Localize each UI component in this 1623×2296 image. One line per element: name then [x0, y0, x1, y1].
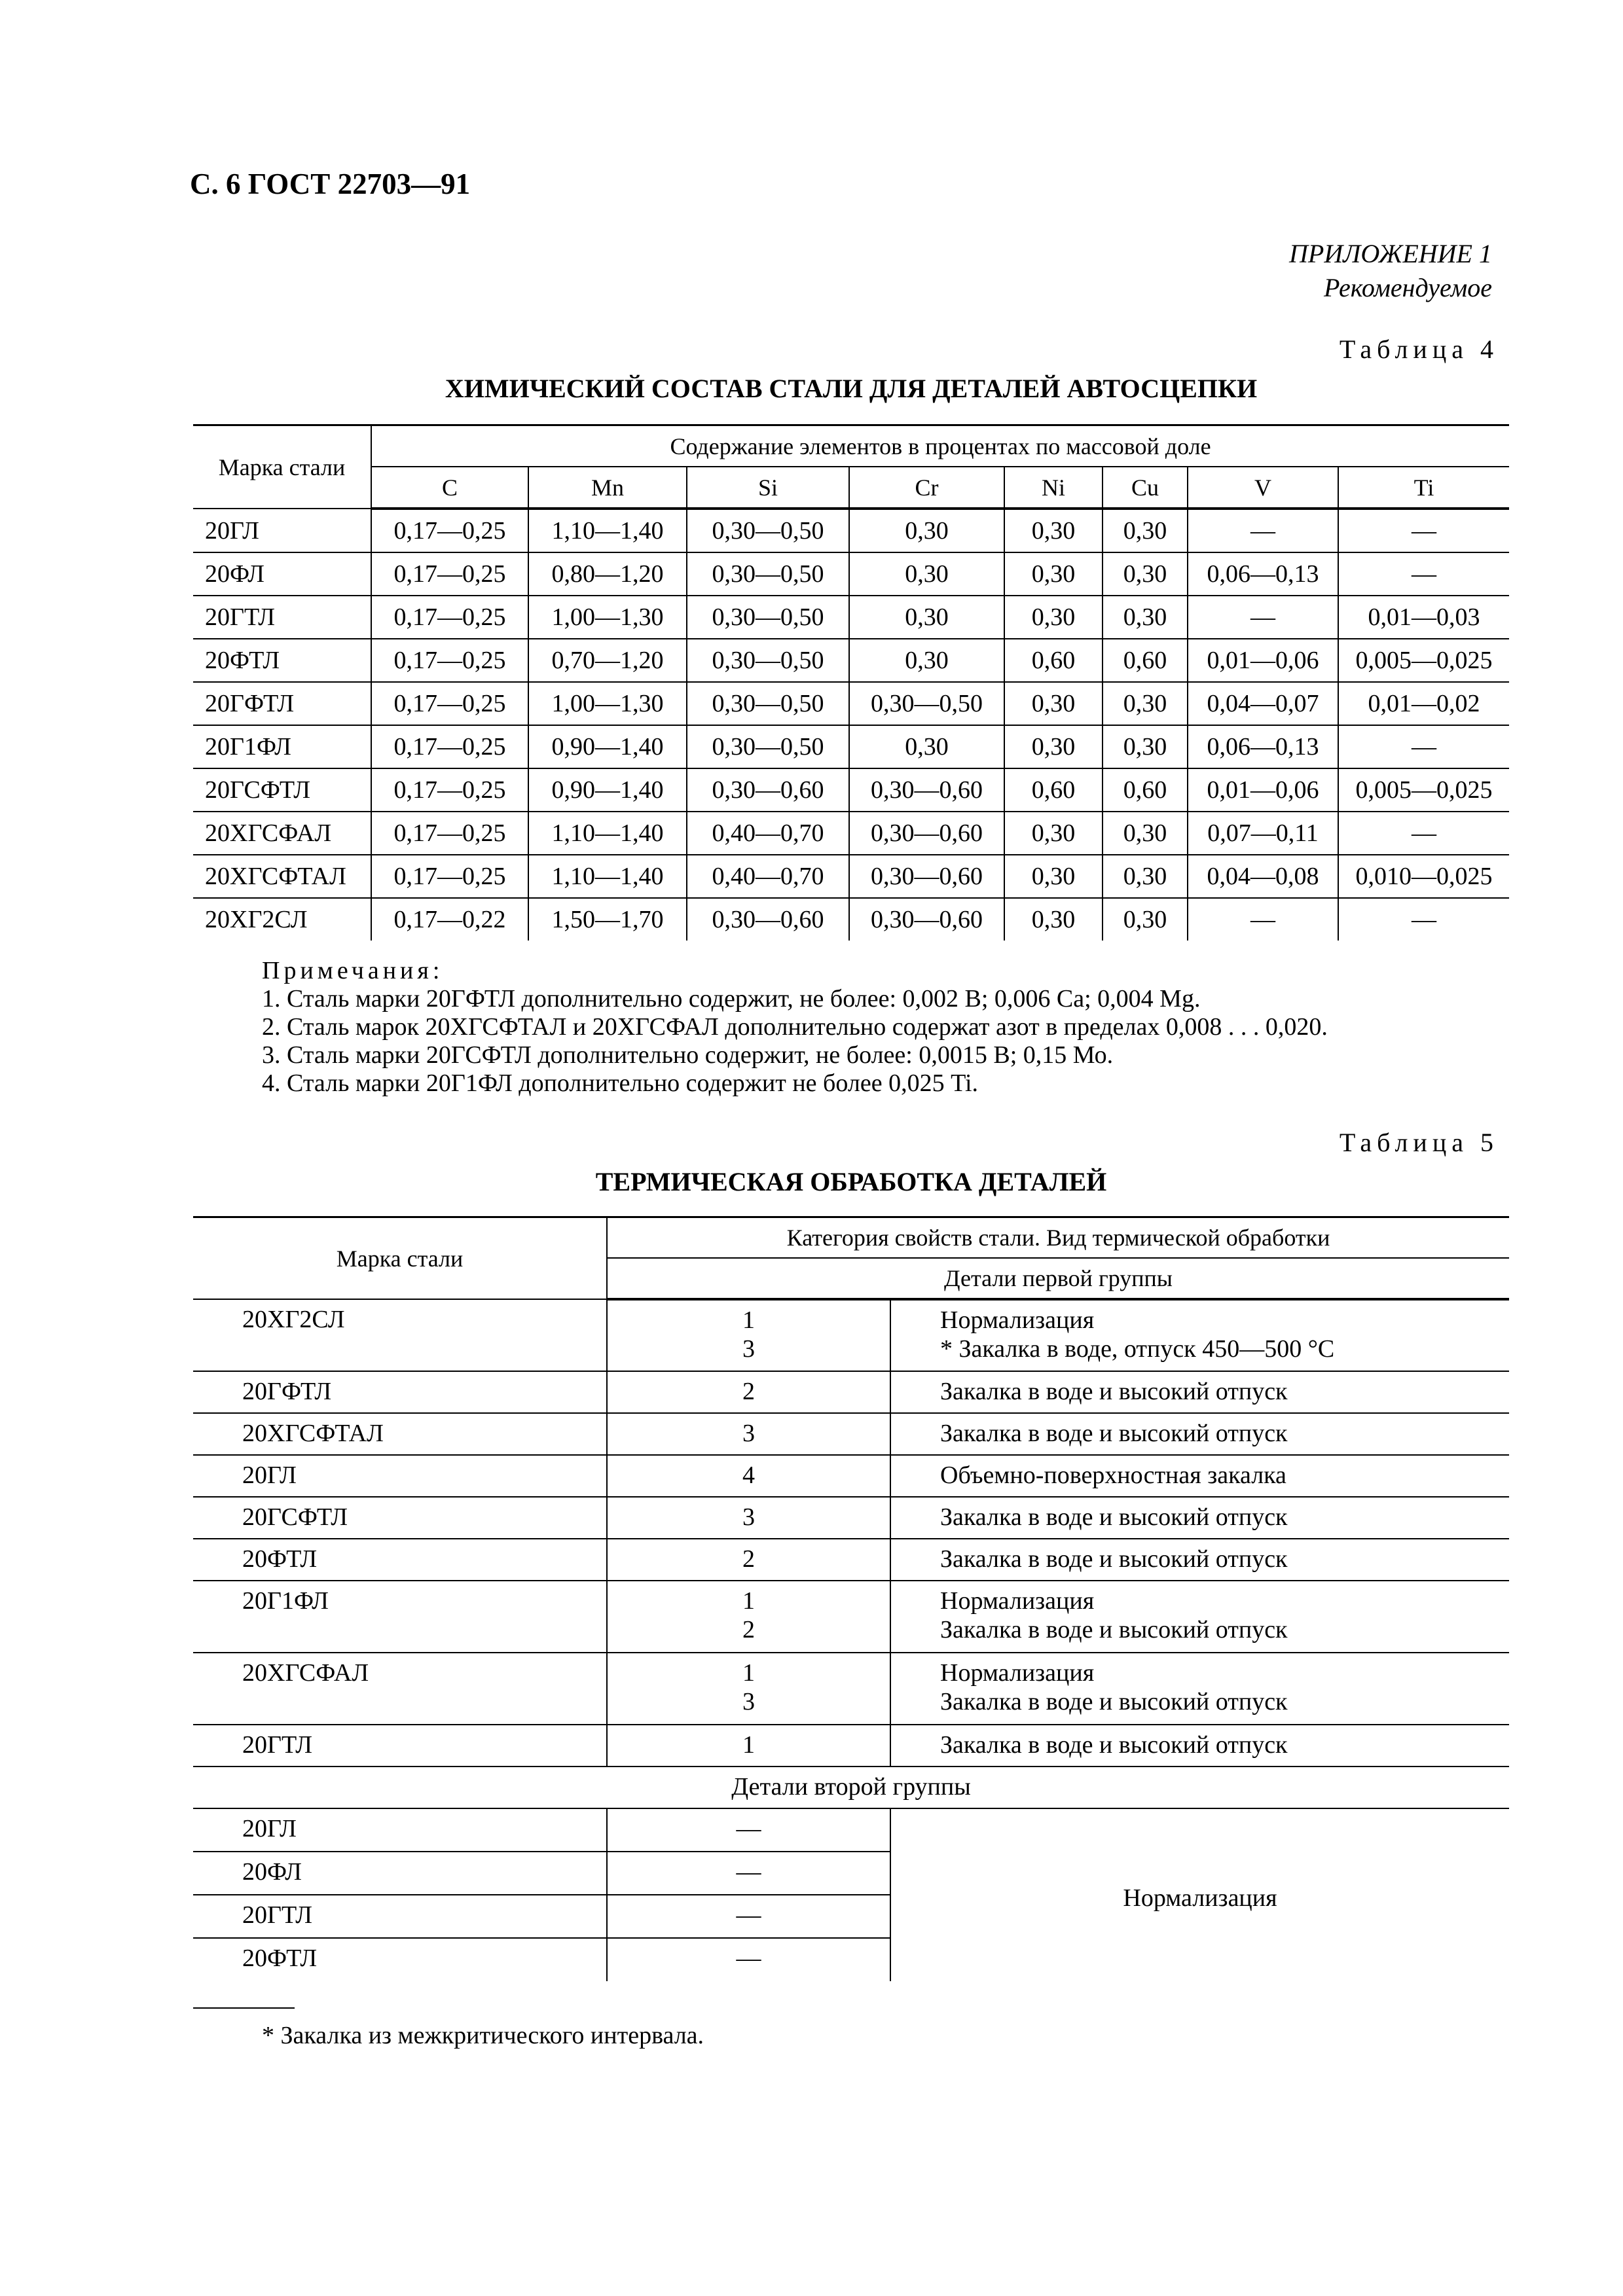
- treatment-value: Нормализация: [940, 1587, 1095, 1615]
- element-value-cell: —: [1338, 509, 1509, 552]
- table-row: [193, 1299, 1509, 1371]
- treatment-value: Закалка в воде и высокий отпуск: [940, 1420, 1288, 1447]
- steel-grade-cell: 20ГТЛ: [193, 1895, 607, 1938]
- element-value-cell: 0,30—0,60: [849, 855, 1004, 898]
- steel-grade-cell: 20ФЛ: [193, 552, 371, 596]
- element-value-cell: 0,30—0,60: [849, 768, 1004, 812]
- steel-grade-cell: 20ГФТЛ: [193, 682, 371, 725]
- annex-title: ПРИЛОЖЕНИЕ 1: [1289, 239, 1492, 268]
- table-row: [193, 596, 1509, 639]
- element-value-cell: 0,30: [1004, 509, 1103, 552]
- category-group-header: Категория свойств стали. Вид термической обработки: [607, 1217, 1509, 1259]
- element-value-cell: 0,30: [849, 509, 1004, 552]
- table5-label: Таблица 5: [1339, 1128, 1499, 1157]
- note-item: 4. Сталь марки 20Г1ФЛ дополнительно содержит не более 0,025 Ti.: [262, 1069, 979, 1097]
- table-row: [193, 1413, 1509, 1455]
- element-value-cell: 0,06—0,13: [1188, 552, 1338, 596]
- table-row: [193, 1455, 1509, 1497]
- category-cell: [607, 1653, 890, 1725]
- steel-grade-cell: 20ФЛ: [193, 1852, 607, 1895]
- element-value-cell: 0,40—0,70: [687, 855, 849, 898]
- element-value-cell: 0,17—0,25: [371, 768, 528, 812]
- element-value-cell: 0,40—0,70: [687, 812, 849, 855]
- steel-grade-cell: 20Г1ФЛ: [193, 1581, 607, 1653]
- element-value-cell: 0,005—0,025: [1338, 639, 1509, 682]
- element-value-cell: 0,01—0,02: [1338, 682, 1509, 725]
- element-header: Cr: [849, 467, 1004, 509]
- table4-title: ХИМИЧЕСКИЙ СОСТАВ СТАЛИ ДЛЯ ДЕТАЛЕЙ АВТОСЦЕПКИ: [445, 374, 1258, 403]
- element-value-cell: 0,60: [1103, 639, 1188, 682]
- elements-group-header: Содержание элементов в процентах по массовой доле: [371, 425, 1509, 467]
- category-value: 4: [742, 1462, 755, 1489]
- table-row: [193, 1539, 1509, 1581]
- element-value-cell: 0,30: [1103, 855, 1188, 898]
- table-row: [193, 898, 1509, 941]
- element-header: Ni: [1004, 467, 1103, 509]
- annex-status: Рекомендуемое: [1323, 273, 1492, 302]
- table-row: [193, 855, 1509, 898]
- element-value-cell: 0,30—0,60: [849, 812, 1004, 855]
- element-value-cell: 0,04—0,07: [1188, 682, 1338, 725]
- steel-grade-cell: 20ФТЛ: [193, 1938, 607, 1981]
- element-value-cell: 0,010—0,025: [1338, 855, 1509, 898]
- treatment-value: Нормализация: [940, 1659, 1095, 1687]
- treatment-cell: [890, 1371, 1509, 1413]
- element-header: V: [1188, 467, 1338, 509]
- table-row: [193, 1581, 1509, 1653]
- element-value-cell: 1,00—1,30: [528, 682, 687, 725]
- element-value-cell: 0,30: [849, 552, 1004, 596]
- element-value-cell: 0,06—0,13: [1188, 725, 1338, 768]
- element-value-cell: —: [1338, 725, 1509, 768]
- steel-grade-cell: 20ХГСФТАЛ: [193, 1413, 607, 1455]
- note-item: 1. Сталь марки 20ГФТЛ дополнительно содержит, не более: 0,002 В; 0,006 Ca; 0,004 Mg.: [262, 985, 1201, 1013]
- treatment-cell: [890, 1653, 1509, 1725]
- element-value-cell: 1,50—1,70: [528, 898, 687, 941]
- treatment-value: Объемно-поверхностная закалка: [940, 1462, 1286, 1489]
- element-value-cell: 0,17—0,25: [371, 812, 528, 855]
- element-value-cell: 0,30—0,50: [849, 682, 1004, 725]
- treatment-value: Закалка в воде и высокий отпуск: [940, 1503, 1288, 1531]
- element-value-cell: 0,30: [1103, 552, 1188, 596]
- treatment-cell: [890, 1581, 1509, 1653]
- table-row: [193, 1497, 1509, 1539]
- element-value-cell: 1,10—1,40: [528, 509, 687, 552]
- element-value-cell: 0,30—0,50: [687, 596, 849, 639]
- element-header: Mn: [528, 467, 687, 509]
- category-cell: [607, 1497, 890, 1539]
- element-value-cell: 0,30: [1103, 725, 1188, 768]
- steel-grade-cell: 20ФТЛ: [193, 1539, 607, 1581]
- steel-grade-cell: 20ХГ2СЛ: [193, 898, 371, 941]
- element-value-cell: 0,01—0,06: [1188, 639, 1338, 682]
- element-value-cell: 0,30: [1103, 812, 1188, 855]
- steel-grade-cell: 20ГСФТЛ: [193, 768, 371, 812]
- element-value-cell: 0,17—0,25: [371, 725, 528, 768]
- second-group-header: Детали второй группы: [193, 1767, 1509, 1808]
- second-group-treatment: Нормализация: [890, 1808, 1509, 1981]
- chemical-composition-table: [193, 424, 1509, 941]
- element-value-cell: 0,17—0,25: [371, 596, 528, 639]
- element-value-cell: 0,30—0,50: [687, 639, 849, 682]
- treatment-value: Закалка в воде и высокий отпуск: [940, 1616, 1288, 1643]
- steel-grade-cell: 20ГФТЛ: [193, 1371, 607, 1413]
- category-cell: [607, 1581, 890, 1653]
- element-value-cell: 0,30: [1103, 682, 1188, 725]
- treatment-value: Закалка в воде и высокий отпуск: [940, 1378, 1288, 1405]
- annex-block: [1289, 237, 1492, 305]
- element-value-cell: 0,30: [1004, 596, 1103, 639]
- element-value-cell: 0,80—1,20: [528, 552, 687, 596]
- notes-block: [262, 957, 1328, 1098]
- element-value-cell: 0,30: [849, 725, 1004, 768]
- element-header: Cu: [1103, 467, 1188, 509]
- treatment-value: Закалка в воде и высокий отпуск: [940, 1731, 1288, 1759]
- element-value-cell: 0,30—0,60: [849, 898, 1004, 941]
- steel-grade-cell: 20ХГСФАЛ: [193, 812, 371, 855]
- table-row: [193, 1725, 1509, 1767]
- table-row: [193, 1371, 1509, 1413]
- treatment-cell: [890, 1497, 1509, 1539]
- element-value-cell: 0,30: [1103, 898, 1188, 941]
- second-group-row: [193, 1767, 1509, 1808]
- category-cell: —: [607, 1808, 890, 1852]
- category-value: 2: [742, 1616, 755, 1643]
- first-group-header: Детали первой группы: [607, 1258, 1509, 1299]
- element-value-cell: 0,30: [1004, 725, 1103, 768]
- steel-grade-cell: 20ХГСФТАЛ: [193, 855, 371, 898]
- treatment-cell: [890, 1299, 1509, 1371]
- note-item: 2. Сталь марок 20ХГСФТАЛ и 20ХГСФАЛ дополнительно содержат азот в пределах 0,008 . . . 0,020.: [262, 1013, 1328, 1041]
- category-value: 3: [742, 1420, 755, 1447]
- table-row: [193, 1653, 1509, 1725]
- element-value-cell: 0,90—1,40: [528, 768, 687, 812]
- category-value: 2: [742, 1545, 755, 1573]
- element-value-cell: 0,30—0,50: [687, 509, 849, 552]
- category-cell: [607, 1455, 890, 1497]
- element-value-cell: 0,70—1,20: [528, 639, 687, 682]
- element-value-cell: 0,30—0,50: [687, 552, 849, 596]
- steel-grade-cell: 20ГЛ: [193, 509, 371, 552]
- heat-treatment-table: [193, 1216, 1509, 1981]
- element-value-cell: 0,60: [1004, 639, 1103, 682]
- category-cell: [607, 1413, 890, 1455]
- element-value-cell: 0,17—0,25: [371, 682, 528, 725]
- element-value-cell: 0,17—0,22: [371, 898, 528, 941]
- treatment-cell: [890, 1455, 1509, 1497]
- treatment-value: Закалка в воде и высокий отпуск: [940, 1545, 1288, 1573]
- category-value: 3: [742, 1503, 755, 1531]
- table-row: [193, 1808, 1509, 1852]
- element-value-cell: 0,30—0,60: [687, 768, 849, 812]
- category-value: 1: [742, 1731, 755, 1759]
- treatment-value: * Закалка в воде, отпуск 450—500 °С: [940, 1335, 1335, 1363]
- category-cell: —: [607, 1895, 890, 1938]
- element-header: Ti: [1338, 467, 1509, 509]
- element-value-cell: 0,30: [1004, 898, 1103, 941]
- category-value: 1: [742, 1587, 755, 1615]
- table-row: [193, 812, 1509, 855]
- treatment-cell: [890, 1539, 1509, 1581]
- element-value-cell: 0,30: [1103, 596, 1188, 639]
- element-value-cell: 0,01—0,06: [1188, 768, 1338, 812]
- steel-grade-cell: 20Г1ФЛ: [193, 725, 371, 768]
- steel-grade-cell: 20ГТЛ: [193, 596, 371, 639]
- element-value-cell: 0,005—0,025: [1338, 768, 1509, 812]
- element-value-cell: 0,30: [1004, 812, 1103, 855]
- steel-grade-cell: 20ХГ2СЛ: [193, 1299, 607, 1371]
- category-value: 3: [742, 1335, 755, 1363]
- steel-grade-cell: 20ГТЛ: [193, 1725, 607, 1767]
- table-row: [193, 509, 1509, 552]
- steel-grade-cell: 20ГСФТЛ: [193, 1497, 607, 1539]
- element-value-cell: 0,30: [1004, 855, 1103, 898]
- element-value-cell: 1,10—1,40: [528, 812, 687, 855]
- element-value-cell: 1,10—1,40: [528, 855, 687, 898]
- steel-grade-cell: 20ФТЛ: [193, 639, 371, 682]
- element-value-cell: 0,30—0,60: [687, 898, 849, 941]
- element-value-cell: 0,01—0,03: [1338, 596, 1509, 639]
- treatment-value: Закалка в воде и высокий отпуск: [940, 1688, 1288, 1715]
- element-value-cell: 0,30: [849, 639, 1004, 682]
- treatment-cell: [890, 1413, 1509, 1455]
- treatment-cell: [890, 1725, 1509, 1767]
- table-row: [193, 552, 1509, 596]
- element-value-cell: —: [1188, 509, 1338, 552]
- category-value: 1: [742, 1659, 755, 1687]
- element-header: Si: [687, 467, 849, 509]
- element-value-cell: 0,30: [1103, 509, 1188, 552]
- table-row: [193, 768, 1509, 812]
- table-row: [193, 682, 1509, 725]
- element-value-cell: 0,30—0,50: [687, 725, 849, 768]
- footnote: * Закалка из межкритического интервала.: [262, 2022, 704, 2049]
- element-value-cell: 0,07—0,11: [1188, 812, 1338, 855]
- category-cell: [607, 1371, 890, 1413]
- category-cell: [607, 1539, 890, 1581]
- notes-heading: Примечания:: [262, 957, 444, 984]
- element-value-cell: —: [1188, 898, 1338, 941]
- category-cell: [607, 1725, 890, 1767]
- element-value-cell: —: [1338, 552, 1509, 596]
- element-value-cell: 0,30—0,50: [687, 682, 849, 725]
- element-value-cell: 0,17—0,25: [371, 855, 528, 898]
- element-value-cell: —: [1338, 898, 1509, 941]
- table5-title: ТЕРМИЧЕСКАЯ ОБРАБОТКА ДЕТАЛЕЙ: [595, 1167, 1107, 1196]
- page-header: С. 6 ГОСТ 22703—91: [190, 168, 471, 200]
- element-value-cell: 0,17—0,25: [371, 552, 528, 596]
- element-value-cell: 1,00—1,30: [528, 596, 687, 639]
- element-value-cell: 0,30: [1004, 682, 1103, 725]
- grade-header: Марка стали: [193, 1217, 607, 1300]
- element-value-cell: 0,30: [849, 596, 1004, 639]
- category-cell: [607, 1299, 890, 1371]
- steel-grade-cell: 20ХГСФАЛ: [193, 1653, 607, 1725]
- grade-header: Марка стали: [193, 425, 371, 509]
- table-row: [193, 639, 1509, 682]
- footnote-rule: [193, 2007, 295, 2009]
- element-value-cell: —: [1338, 812, 1509, 855]
- element-value-cell: 0,60: [1103, 768, 1188, 812]
- element-value-cell: 0,60: [1004, 768, 1103, 812]
- element-value-cell: 0,17—0,25: [371, 639, 528, 682]
- element-value-cell: 0,04—0,08: [1188, 855, 1338, 898]
- treatment-value: Нормализация: [940, 1306, 1095, 1334]
- category-value: 3: [742, 1688, 755, 1715]
- category-value: 2: [742, 1378, 755, 1405]
- element-header: C: [371, 467, 528, 509]
- table-row: [193, 725, 1509, 768]
- category-cell: —: [607, 1938, 890, 1981]
- table4-label: Таблица 4: [1339, 334, 1499, 364]
- steel-grade-cell: 20ГЛ: [193, 1455, 607, 1497]
- element-value-cell: 0,90—1,40: [528, 725, 687, 768]
- element-value-cell: —: [1188, 596, 1338, 639]
- category-value: 1: [742, 1306, 755, 1334]
- element-value-cell: 0,17—0,25: [371, 509, 528, 552]
- steel-grade-cell: 20ГЛ: [193, 1808, 607, 1852]
- category-cell: —: [607, 1852, 890, 1895]
- note-item: 3. Сталь марки 20ГСФТЛ дополнительно содержит, не более: 0,0015 В; 0,15 Мо.: [262, 1041, 1114, 1069]
- element-value-cell: 0,30: [1004, 552, 1103, 596]
